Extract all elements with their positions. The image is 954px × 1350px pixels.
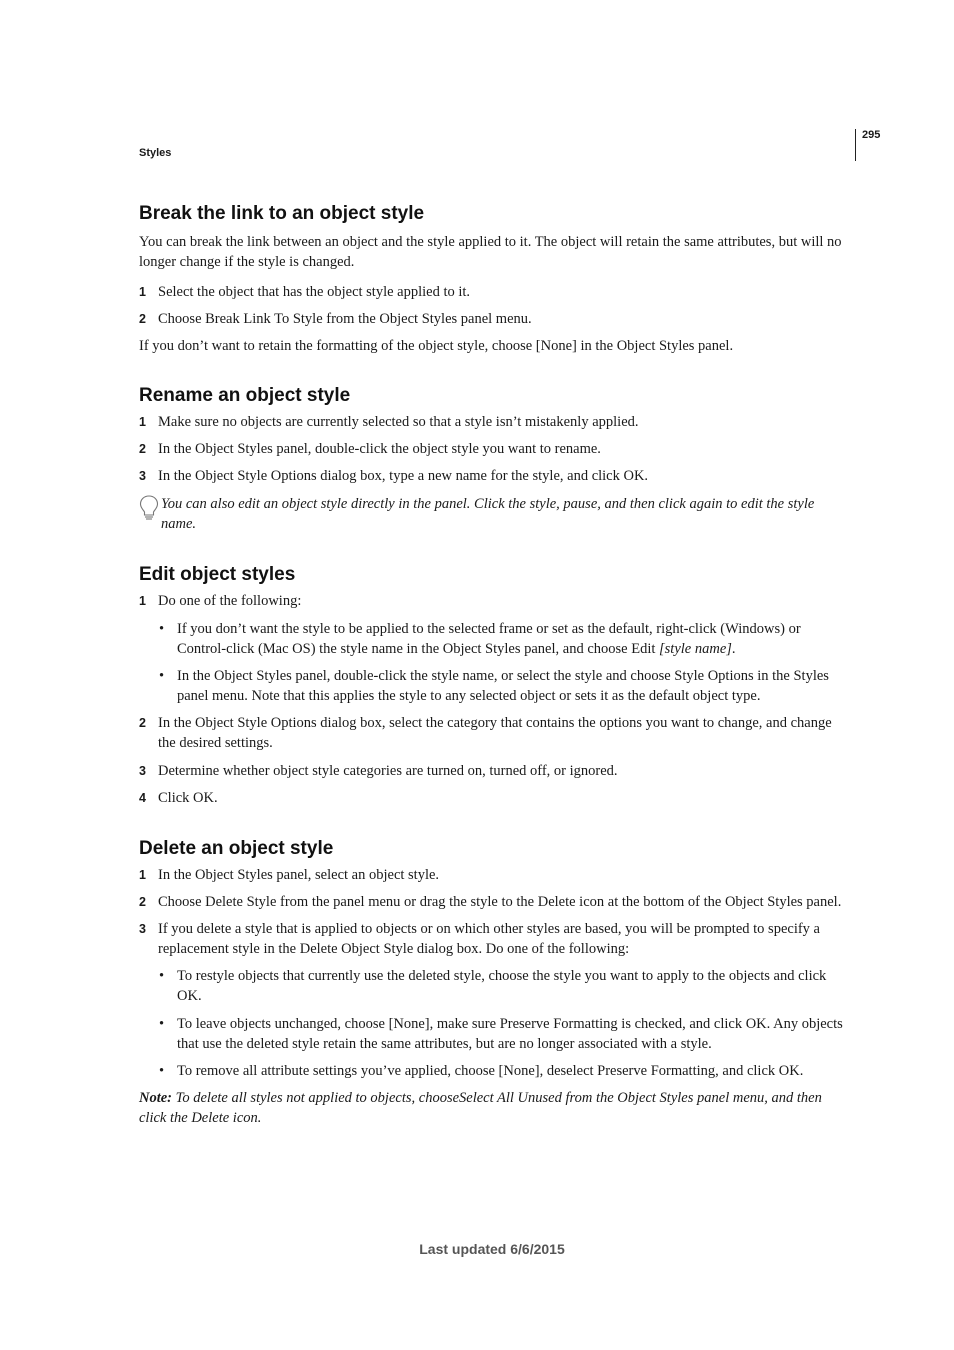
step-item: [139, 788, 851, 808]
bullet-italic-text: [style name]: [659, 641, 732, 657]
bullet-dot: •: [159, 668, 165, 684]
section-title: Edit object styles: [139, 564, 296, 585]
step-item: [139, 412, 851, 432]
step-number: 1: [139, 415, 146, 429]
last-updated: Last updated 6/6/2015: [419, 1241, 565, 1257]
tip-block: [139, 494, 851, 534]
section-rename: [139, 384, 851, 534]
step-text: If you delete a style that is applied to objects or on which other styles are based, you will be prompted to specify a replacement style in the Delete Object Style dialog box. Do one of the following:: [158, 921, 820, 957]
step-number: 3: [139, 922, 146, 936]
step-text: In the Object Style Options dialog box, select the category that contains the options you want to change, and change the desired settings.: [158, 715, 832, 751]
step-text: In the Object Styles panel, double-click the object style you want to rename.: [158, 441, 601, 457]
note-block: [139, 1088, 851, 1128]
step-text: Select the object that has the object style applied to it.: [158, 284, 471, 300]
footer: [0, 1241, 954, 1257]
tip-text: You can also edit an object style directly in the panel. Click the style, pause, and then click again to edit the style name.: [161, 496, 815, 532]
step-number: 1: [139, 868, 146, 882]
bullet-dot: •: [159, 968, 165, 984]
note-text: To delete all styles not applied to objects, chooseSelect All Unused from the Object Styles panel menu, and then click the Delete icon.: [139, 1090, 822, 1126]
bullet-dot: •: [159, 621, 165, 637]
step-number: 1: [139, 594, 146, 608]
section-title: Delete an object style: [139, 838, 334, 859]
step-text: Choose Break Link To Style from the Object Styles panel menu.: [158, 311, 532, 327]
note-label: Note:: [139, 1090, 173, 1106]
step-item: [139, 591, 851, 611]
step-number: 4: [139, 791, 146, 805]
header-rule: [855, 129, 856, 161]
step-item: [139, 713, 851, 753]
bullet-dot: •: [159, 1016, 165, 1032]
step-number: 2: [139, 442, 146, 456]
bullet-text: To restyle objects that currently use the deleted style, choose the style you want to apply to the objects and click OK.: [177, 968, 827, 1004]
step-item: [139, 892, 851, 912]
step-text: Make sure no objects are currently selected so that a style isn’t mistakenly applied.: [158, 414, 639, 430]
page-number: 295: [862, 129, 881, 141]
step-number: 2: [139, 895, 146, 909]
step-text: In the Object Styles panel, select an object style.: [158, 867, 440, 883]
section-title: Rename an object style: [139, 385, 351, 406]
section-delete: [139, 837, 851, 1128]
step-item: [139, 309, 851, 329]
step-number: 3: [139, 764, 146, 778]
bullet-item: [139, 1014, 851, 1054]
step-text: Choose Delete Style from the panel menu or drag the style to the Delete icon at the bottom of the Object Styles panel.: [158, 894, 842, 910]
step-number: 2: [139, 716, 146, 730]
bullet-dot: •: [159, 1063, 165, 1079]
step-number: 3: [139, 469, 146, 483]
bullet-text: If you don’t want the style to be applied to the selected frame or set as the default, right-click (Windows) or Control-click (Mac OS) the style name in the Object Styles panel, and choose Edit: [177, 621, 801, 657]
bullet-item: [139, 619, 851, 659]
step-number: 1: [139, 285, 146, 299]
step-item: [139, 761, 851, 781]
step-item: [139, 466, 851, 486]
step-item: [139, 865, 851, 885]
step-text: Do one of the following:: [158, 593, 302, 609]
bullet-item: [139, 966, 851, 1006]
bullet-item: [139, 666, 851, 706]
running-header: Styles: [139, 147, 172, 159]
step-text: In the Object Style Options dialog box, type a new name for the style, and click OK.: [158, 468, 649, 484]
bullet-text: To remove all attribute settings you’ve applied, choose [None], deselect Preserve Formatting, and click OK.: [177, 1063, 804, 1079]
section-edit: [139, 563, 851, 808]
bullet-tail: .: [731, 641, 736, 657]
section-title: Break the link to an object style: [139, 203, 425, 224]
paragraph: You can break the link between an object and the style applied to it. The object will retain the same attributes, but will no longer change if the style is changed.: [139, 234, 842, 270]
step-item: [139, 282, 851, 302]
step-number: 2: [139, 312, 146, 326]
step-text: Click OK.: [158, 790, 218, 806]
paragraph: If you don’t want to retain the formatting of the object style, choose [None] in the Object Styles panel.: [139, 338, 734, 354]
step-text: Determine whether object style categories are turned on, turned off, or ignored.: [158, 763, 618, 779]
bullet-item: [139, 1061, 851, 1081]
lightbulb-icon: [139, 494, 159, 522]
bullet-text: In the Object Styles panel, double-click the style name, or select the style and choose Style Options in the Styles panel menu. Note that this applies the style to any selected object or sets it as the default object type.: [177, 668, 829, 704]
step-item: [139, 919, 851, 959]
step-item: [139, 439, 851, 459]
bullet-text: To leave objects unchanged, choose [None], make sure Preserve Formatting is checked, and click OK. Any objects that use the deleted style retain the same attributes, but are no longer associated with a style.: [177, 1016, 843, 1052]
section-break-link: [139, 202, 851, 356]
